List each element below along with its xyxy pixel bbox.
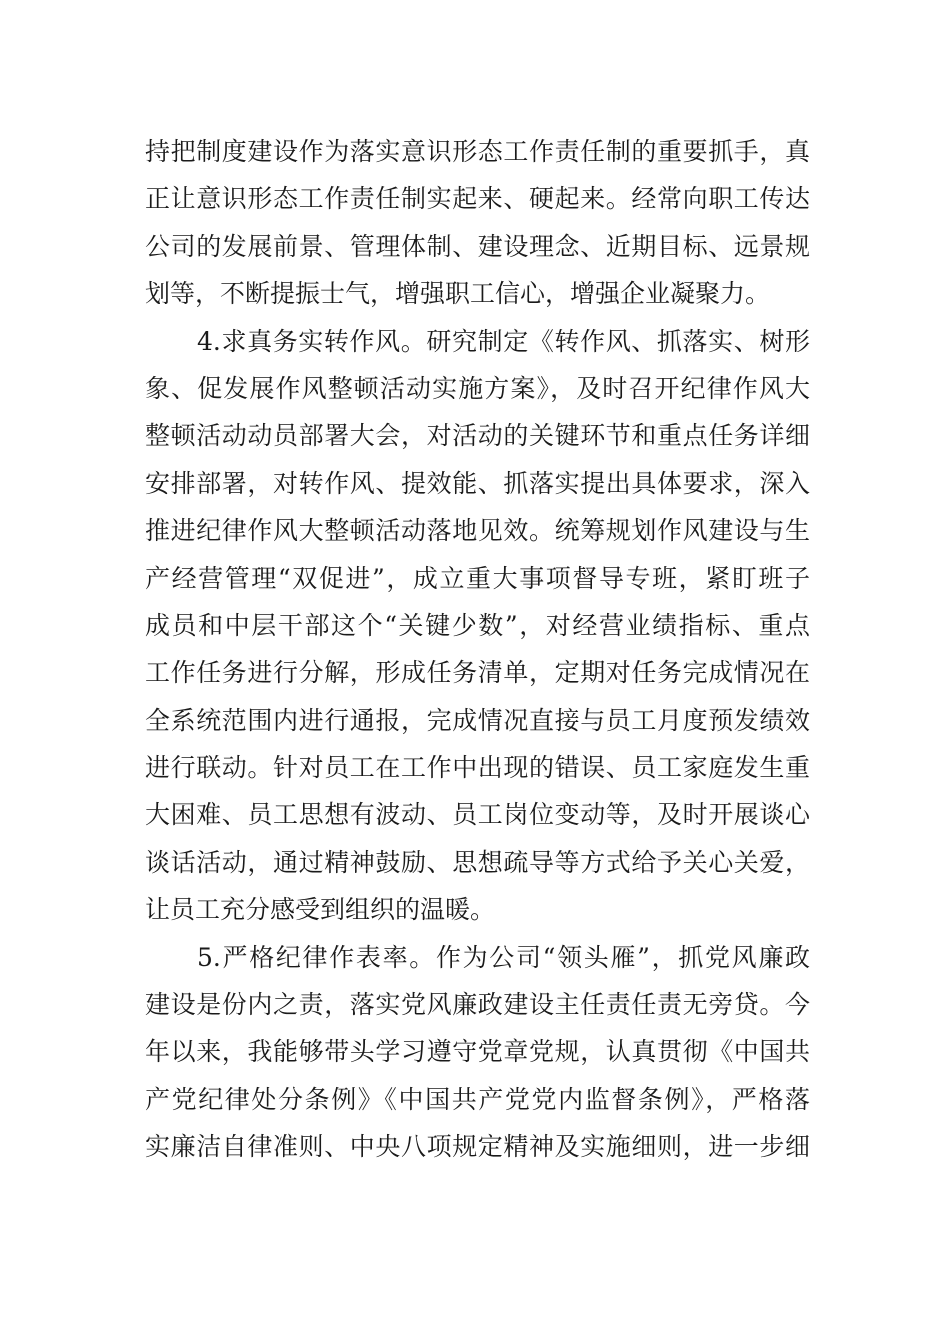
body-line: 产党纪律处分条例》《中国共产党党内监督条例》，严格落 (145, 1084, 810, 1114)
body-line: 成员和中层干部这个“关键少数”，对经营业绩指标、重点 (145, 610, 810, 640)
body-line: 推进纪律作风大整顿活动落地见效。统筹规划作风建设与生 (145, 516, 810, 546)
body-line: 公司的发展前景、管理体制、建设理念、近期目标、远景规 (145, 231, 810, 261)
body-line: 让员工充分感受到组织的温暖。 (145, 895, 496, 925)
section-heading-line: 5.严格纪律作表率。作为公司“领头雁”，抓党风廉政 (197, 942, 810, 972)
body-line: 划等，不断提振士气，增强职工信心，增强企业凝聚力。 (145, 279, 771, 309)
body-line: 谈话活动，通过精神鼓励、思想疏导等方式给予关心关爱， (145, 847, 810, 877)
body-line: 进行联动。针对员工在工作中出现的错误、员工家庭发生重 (145, 753, 810, 783)
body-line: 安排部署，对转作风、提效能、抓落实提出具体要求，深入 (145, 468, 810, 498)
body-line: 大困难、员工思想有波动、员工岗位变动等，及时开展谈心 (145, 800, 810, 830)
body-line: 建设是份内之责，落实党风廉政建设主任责任责无旁贷。今 (145, 990, 810, 1020)
body-line: 全系统范围内进行通报，完成情况直接与员工月度预发绩效 (145, 705, 810, 735)
body-line: 年以来，我能够带头学习遵守党章党规，认真贯彻《中国共 (145, 1037, 810, 1067)
body-line: 正让意识形态工作责任制实起来、硬起来。经常向职工传达 (145, 184, 810, 214)
body-line: 工作任务进行分解，形成任务清单，定期对任务完成情况在 (145, 658, 810, 688)
body-line: 产经营管理“双促进”，成立重大事项督导专班，紧盯班子 (145, 563, 810, 593)
body-line: 象、促发展作风整顿活动实施方案》，及时召开纪律作风大 (145, 373, 810, 403)
document-body (145, 128, 810, 1171)
body-line: 整顿活动动员部署大会，对活动的关键环节和重点任务详细 (145, 421, 810, 451)
section-heading-line: 4.求真务实转作风。研究制定《转作风、抓落实、树形 (197, 326, 810, 356)
body-line: 持把制度建设作为落实意识形态工作责任制的重要抓手，真 (145, 137, 810, 166)
body-line: 实廉洁自律准则、中央八项规定精神及实施细则，进一步细 (145, 1132, 810, 1162)
